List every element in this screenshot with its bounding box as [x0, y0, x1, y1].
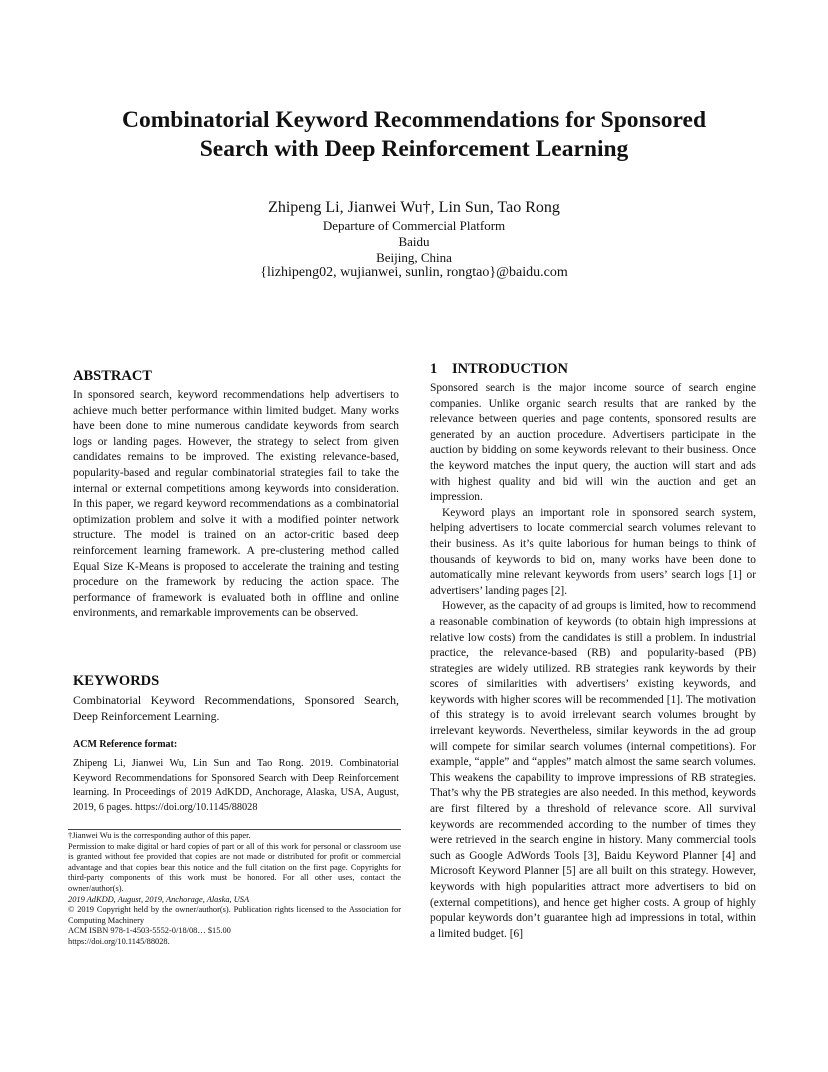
introduction-heading: [430, 360, 756, 378]
paper-title: [60, 106, 768, 164]
affiliation: [60, 218, 768, 266]
section-title: INTRODUCTION: [452, 361, 569, 377]
abstract-heading: ABSTRACT: [73, 368, 152, 384]
footnote-copyright: © 2019 Copyright held by the owner/author(s). Publication rights licensed to the Association for Computing Machinery: [68, 905, 401, 925]
title-line-1: Combinatorial Keyword Recommendations for Sponsored: [121, 107, 707, 133]
footnote-permission: Permission to make digital or hard copies of part or all of this work for personal or classroom use is granted without fee provided that copies are not made or distributed for profit or commercial advantage and that copies bear this notice and the full citation on the first page. Copyrights for third-party components of this work must be honored. For all other uses, contact the owner/author(s).: [68, 841, 401, 893]
footnote-block: [68, 831, 401, 948]
footnote-doi: https://doi.org/10.1145/88028.: [68, 936, 170, 946]
section-number: 1: [430, 361, 438, 377]
title-line-2: Search with Deep Reinforcement Learning: [199, 136, 629, 162]
intro-paragraph-3: However, as the capacity of ad groups is limited, how to recommend a reasonable combination of keywords (to obtain high impressions at relative low costs) from the candidates is still a problem. In industrial practice, the relevance-based (RB) and popularity-based (PB) strategies are widely utilized. RB strategies rank keywords by their scores of similarities with advertisers’ existing keywords, and keywords with higher scores will be recommended [1]. The motivation of this strategy is to avoid irrelevant search volumes brought by irrelevant keywords. Nevertheless, similar keywords in the ad group will compete for similar search volumes (internal competitions). For example, “apple” and “apples” match almost the same search volumes. This weakens the capability to improve impressions of RB strategies. That’s why the PB strategies are also needed. In this method, keywords are first filtered by a threshold of relevance score. All survival keywords are recommended according to the number of times they were retrieved in the search engine in history. Many commercial tools such as Google AdWords Tools [3], Baidu Keyword Planner [4] and Microsoft Keyword Planner [5] are all built on this strategy. However, keywords with high popularities attract more advertisers to bid on (external competitions), and hence get higher costs. A group of highly popular keywords don’t guarantee high ad impressions in total, within a limited budget. [6]: [430, 600, 756, 940]
affiliation-location: Beijing, China: [376, 250, 452, 265]
footnote-divider: [68, 829, 401, 830]
abstract-text: In sponsored search, keyword recommendations help advertisers to achieve much better performance within limited budget. Many works have been done to mine numerous candidate keywords from search logs or landing pages. However, the strategy to select from given candidates remains to be improved. The existing relevance-based, popularity-based and regular combinatorial strategies fail to take the internal or external competitions among keywords into consideration. In this paper, we regard keyword recommendations as a combinatorial optimization problem and solve it with a modified pointer network structure. The model is trained on an actor-critic based deep reinforcement learning framework. A pre-clustering method called Equal Size K-Means is proposed to accelerate the training and testing procedure on the framework by reducing the action space. The performance of framework is evaluated both in offline and online environments, and remarkable improvements can be observed.: [73, 389, 399, 620]
footnote-corresponding: †Jianwei Wu is the corresponding author of this paper.: [68, 831, 251, 840]
acm-reference-text: Zhipeng Li, Jianwei Wu, Lin Sun and Tao Rong. 2019. Combinatorial Keyword Recommendations for Sponsored Search with Deep Reinforcement learning. In Proceedings of 2019 AdKDD, Anchorage, Alaska, USA, August, 2019, 6 pages. https://doi.org/10.1145/88028: [73, 758, 399, 813]
author-emails: {lizhipeng02, wujianwei, sunlin, rongtao}@baidu.com: [260, 265, 568, 280]
keywords-text: Combinatorial Keyword Recommendations, Sponsored Search, Deep Reinforcement Learning.: [73, 693, 399, 723]
intro-paragraph-1: Sponsored search is the major income source of search engine companies. Unlike organic search results that are ranked by the relevance between queries and page contents, sponsored results are generated by an auction procedure. Advertisers participate in the auction by bidding on some keywords relevant to their business. Once the keyword matches the input query, the auction will start and ads with highest quality and bid will win the auction and get an impression.: [430, 382, 756, 504]
footnote-venue: 2019 AdKDD, August, 2019, Anchorage, Alaska, USA: [68, 894, 250, 904]
footnote-isbn: ACM ISBN 978-1-4503-5552-0/18/08… $15.00: [68, 926, 231, 936]
intro-paragraph-2: Keyword plays an important role in sponsored search system, helping advertisers to locate commercial search volumes relevant to their business. As it’s quite laborious for human beings to think of thousands of keywords to bid on, many works have been done to automatically mine relevant keywords from users’ search logs [1] or advertisers’ landing pages [2].: [430, 506, 756, 597]
affiliation-department: Departure of Commercial Platform: [322, 218, 506, 233]
acm-reference-section: [73, 738, 399, 815]
author-list: Zhipeng Li, Jianwei Wu†, Lin Sun, Tao Rong: [268, 199, 560, 216]
introduction-section: [430, 360, 756, 942]
affiliation-org: Baidu: [398, 234, 430, 249]
abstract-section: [73, 367, 399, 622]
acm-reference-heading: ACM Reference format:: [73, 739, 178, 750]
keywords-heading: KEYWORDS: [73, 673, 160, 689]
keywords-section: [73, 672, 399, 724]
